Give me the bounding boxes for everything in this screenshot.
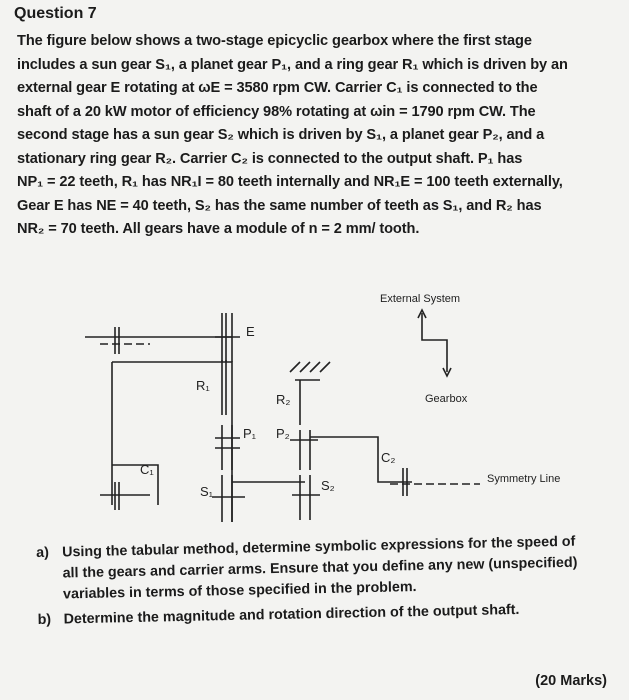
planet-p2 bbox=[290, 430, 318, 470]
gearbox-diagram bbox=[0, 285, 629, 535]
statement-line: NP₁ = 22 teeth, R₁ has NR₁I = 80 teeth internally and NR₁E = 100 teeth externally, bbox=[17, 174, 563, 190]
statement-line: second stage has a sun gear S₂ which is driven by S₁, a planet gear P₂, and a bbox=[17, 127, 545, 143]
statement-line: stationary ring gear R₂. Carrier C₂ is connected to the output shaft. P₁ has bbox=[17, 150, 523, 167]
label-gearbox: Gearbox bbox=[425, 393, 468, 405]
statement-line: The figure below shows a two-stage epicyclic gearbox where the first stage bbox=[17, 33, 532, 49]
label-external-system: External System bbox=[380, 293, 461, 305]
statement-line: shaft of a 20 kW motor of efficiency 98% rotating at ωin = 1790 rpm CW. The bbox=[17, 103, 536, 120]
external-arrow bbox=[422, 313, 447, 372]
label-s1: S₁ bbox=[200, 484, 214, 499]
ring-r2-ground bbox=[290, 362, 330, 372]
label-s2: S₂ bbox=[321, 478, 335, 493]
label-symmetry-line: Symmetry Line bbox=[487, 473, 561, 485]
ring-r2 bbox=[295, 380, 320, 425]
label-c1: C₁ bbox=[140, 462, 154, 477]
task-line: Determine the magnitude and rotation direction of the output shaft. bbox=[63, 601, 520, 628]
problem-statement bbox=[17, 30, 617, 242]
label-r2: R₂ bbox=[276, 392, 291, 407]
task-list bbox=[36, 531, 618, 635]
ring-r1-frame bbox=[112, 362, 232, 522]
task-a bbox=[36, 531, 617, 606]
marks-label: (20 Marks) bbox=[535, 673, 607, 689]
label-e: E bbox=[246, 324, 255, 339]
c1-bottom-mark bbox=[100, 482, 150, 510]
label-p1: P₁ bbox=[243, 426, 257, 441]
carrier-c2 bbox=[310, 437, 412, 482]
task-label: b) bbox=[37, 611, 52, 628]
task-line: variables in terms of those specified in the problem. bbox=[62, 579, 417, 603]
statement-line: NR₂ = 70 teeth. All gears have a module of n = 2 mm/ tooth. bbox=[17, 221, 420, 237]
statement-line: Gear E has NE = 40 teeth, S₂ has the same number of teeth as S₁, and R₂ has bbox=[17, 197, 542, 214]
task-line: Using the tabular method, determine symbolic expressions for the speed of bbox=[62, 533, 576, 561]
label-r1: R₁ bbox=[196, 378, 210, 393]
question-title: Question 7 bbox=[14, 5, 97, 22]
label-p2: P₂ bbox=[276, 426, 290, 441]
label-c2: C₂ bbox=[381, 450, 396, 465]
task-label: a) bbox=[36, 544, 50, 561]
statement-line: external gear E rotating at ωE = 3580 rpm CW. Carrier C₁ is connected to the bbox=[17, 80, 538, 96]
statement-line: includes a sun gear S₁, a planet gear P₁, and a ring gear R₁ which is driven by an bbox=[17, 56, 568, 73]
input-marker bbox=[115, 327, 119, 354]
ring-r1-teeth bbox=[222, 360, 226, 415]
task-line: all the gears and carrier arms. Ensure that you define any new (unspecified) bbox=[62, 554, 578, 582]
